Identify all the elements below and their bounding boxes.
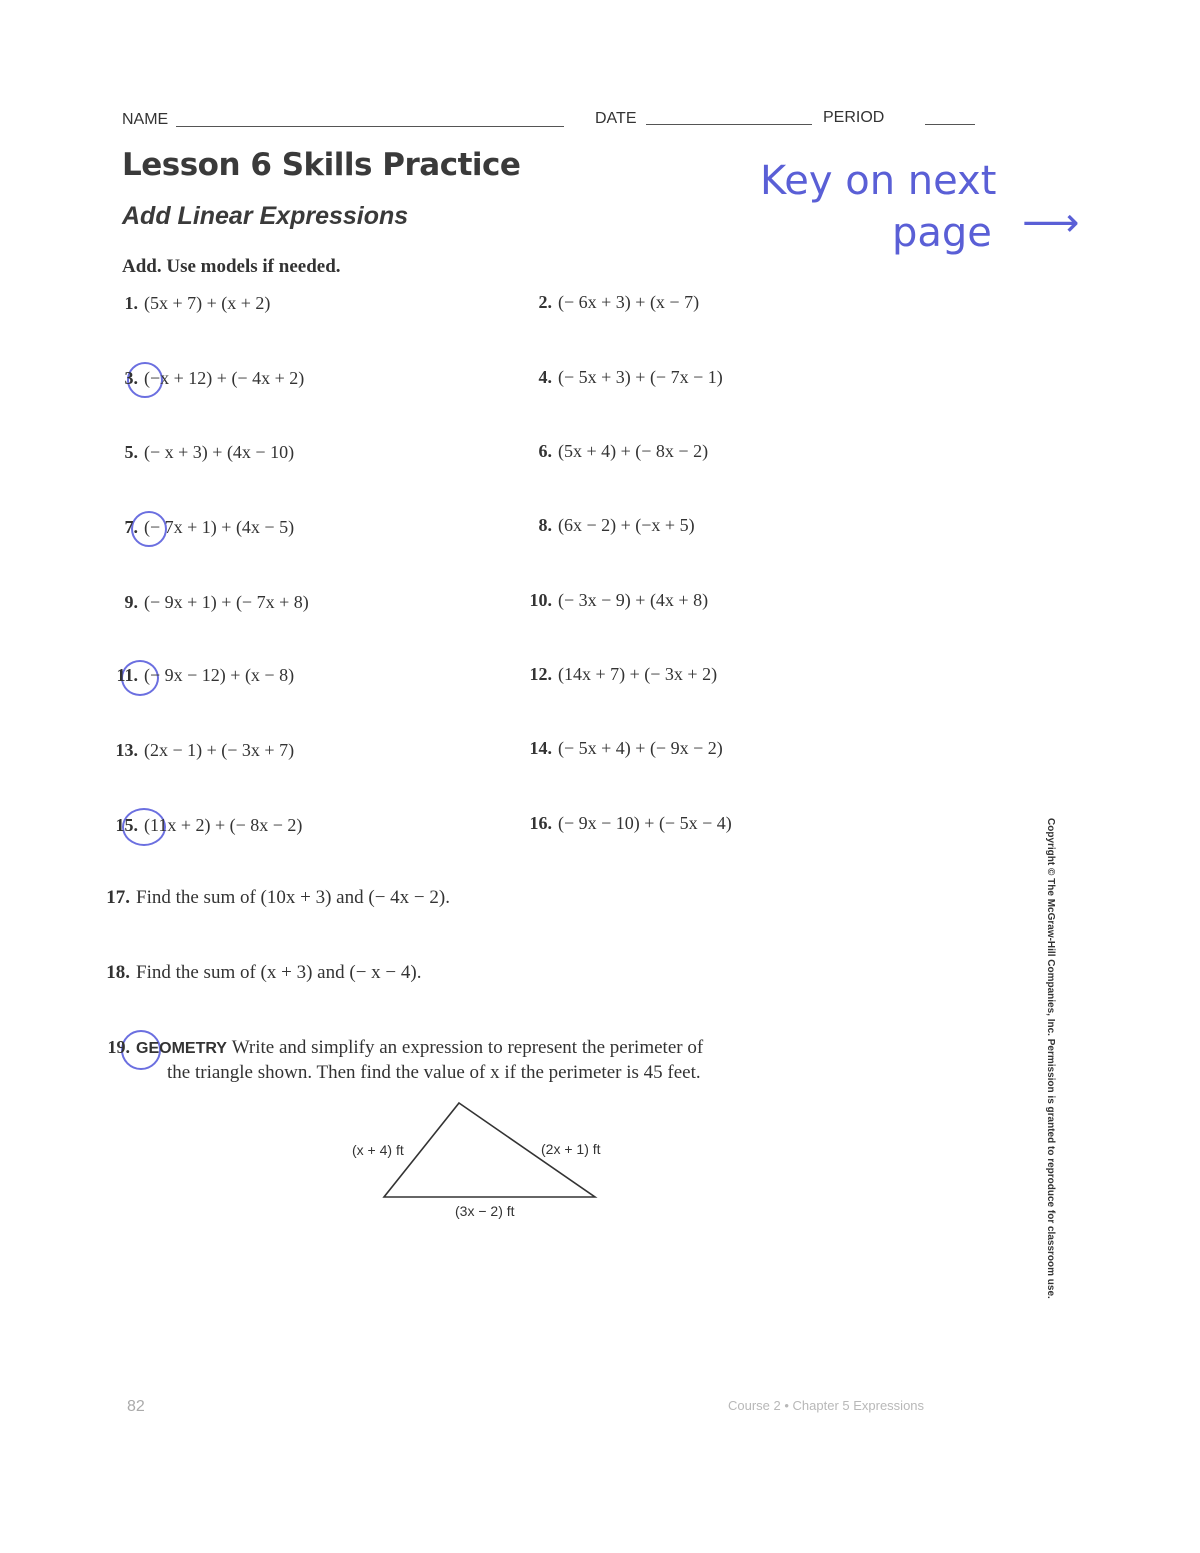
problem-expression: (5x + 7) + (x + 2)	[144, 293, 271, 313]
course-footer: Course 2 • Chapter 5 Expressions	[728, 1398, 925, 1413]
problem-number: 13.	[115, 740, 138, 760]
problem-number: 11.	[116, 665, 138, 685]
problem-number: 18.	[106, 962, 130, 983]
page-subtitle: Add Linear Expressions	[122, 202, 409, 230]
problem-2	[526, 292, 699, 313]
problem-17	[92, 887, 450, 909]
problem-text: Write and simplify an expression to represent the perimeter of	[231, 1037, 704, 1058]
problem-expression: (− 6x + 3) + (x − 7)	[558, 292, 700, 312]
period-label: PERIOD	[823, 109, 885, 126]
problem-number: 9.	[124, 592, 138, 612]
problem-number: 10.	[529, 590, 552, 610]
problem-10	[514, 590, 708, 611]
problem-number: 15.	[115, 815, 138, 835]
problem-expression: (− 9x − 12) + (x − 8)	[144, 665, 295, 685]
problem-18	[92, 962, 421, 984]
problem-7	[112, 517, 294, 538]
problem-expression: (− 7x + 1) + (4x − 5)	[144, 517, 295, 537]
problem-19	[92, 1037, 703, 1059]
problem-14	[514, 738, 723, 759]
problem-expression: (6x − 2) + (−x + 5)	[558, 515, 695, 535]
triangle-bottom-side-label: (3x − 2) ft	[455, 1203, 515, 1219]
problem-number: 19.	[107, 1037, 130, 1057]
copyright-notice: Copyright © The McGraw-Hill Companies, Inc. Permission is granted to reproduce for classroom use.	[1045, 818, 1056, 1299]
problem-expression: (5x + 4) + (− 8x − 2)	[558, 441, 709, 461]
problem-number: 14.	[529, 738, 552, 758]
handwritten-note-line2: page	[892, 210, 992, 256]
triangle-left-side-label: (x + 4) ft	[352, 1142, 404, 1158]
instructions: Add. Use models if needed.	[122, 256, 341, 277]
problem-19-line2: the triangle shown. Then find the value of x if the perimeter is 45 feet.	[167, 1062, 701, 1083]
handwritten-note-line1: Key on next	[760, 158, 997, 204]
problem-expression: (− x + 3) + (4x − 10)	[144, 442, 295, 462]
problem-5	[112, 442, 294, 463]
problem-expression: (− 9x − 10) + (− 5x − 4)	[558, 813, 732, 833]
triangle-right-side-label: (2x + 1) ft	[541, 1141, 601, 1157]
date-line	[646, 124, 812, 125]
problem-number: 16.	[529, 813, 552, 833]
problem-number: 6.	[538, 441, 552, 461]
problem-number: 7.	[124, 517, 138, 537]
problem-text: Find the sum of (x + 3) and (− x − 4).	[136, 962, 422, 983]
problem-expression: (− 5x + 4) + (− 9x − 2)	[558, 738, 723, 758]
problem-12	[514, 664, 717, 685]
problem-8	[526, 515, 695, 536]
page-number: 82	[127, 1398, 145, 1415]
problem-expression: (− 3x − 9) + (4x + 8)	[558, 590, 709, 610]
problem-6	[526, 441, 708, 462]
geometry-label: GEOMETRY	[136, 1040, 227, 1057]
name-line	[176, 126, 564, 127]
problem-number: 5.	[124, 442, 138, 462]
problem-expression: (11x + 2) + (− 8x − 2)	[144, 815, 303, 835]
problem-11	[100, 665, 294, 686]
problem-expression: (14x + 7) + (− 3x + 2)	[558, 664, 718, 684]
problem-number: 8.	[538, 515, 552, 535]
problem-number: 3.	[124, 368, 138, 388]
problem-4	[526, 367, 723, 388]
problem-number: 2.	[538, 292, 552, 312]
problem-expression: (2x − 1) + (− 3x + 7)	[144, 740, 295, 760]
problem-3	[112, 368, 304, 389]
problem-number: 17.	[106, 887, 130, 908]
problem-text: Find the sum of (10x + 3) and (− 4x − 2).	[136, 887, 450, 908]
problem-expression: (− 9x + 1) + (− 7x + 8)	[144, 592, 309, 612]
name-label: NAME	[122, 111, 169, 128]
problem-1	[112, 293, 270, 314]
problem-expression: (−x + 12) + (− 4x + 2)	[144, 368, 305, 388]
problem-9	[112, 592, 309, 613]
problem-number: 4.	[538, 367, 552, 387]
problem-15	[100, 815, 302, 836]
problem-13	[100, 740, 294, 761]
date-label: DATE	[595, 110, 637, 127]
arrow-right-icon: ⟶	[1022, 200, 1080, 246]
page-title: Lesson 6 Skills Practice	[122, 147, 521, 183]
problem-number: 12.	[529, 664, 552, 684]
problem-number: 1.	[124, 293, 138, 313]
period-line	[925, 124, 975, 125]
problem-16	[514, 813, 732, 834]
problem-expression: (− 5x + 3) + (− 7x − 1)	[558, 367, 723, 387]
